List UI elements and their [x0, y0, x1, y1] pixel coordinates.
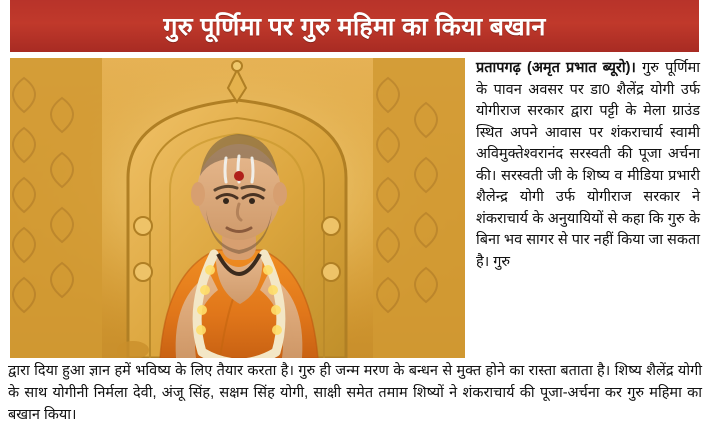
article-body — [0, 52, 709, 442]
article-dateline: प्रतापगढ़ (अमृत प्रभात ब्यूरो)। — [476, 60, 636, 76]
banner-right-margin — [699, 0, 709, 52]
banner-left-margin — [0, 0, 10, 52]
article-right-text: गुरु पूर्णिमा के पावन अवसर पर डा0 शैलेंद्र योगी उर्फ योगीराज सरकार द्वारा पट्टी के मेला ग्राउंड स्थित अपने आवास पर शंकराचार्य स्वामी अविमुक्तेश्वरानंद सरस्वती की पूजा अर्चना की। सरस्वती जी के शिष्य व मीडिया प्रभारी शैलेन्द्र योगी उर्फ योगीराज सरकार ने शंकराचार्य के अनुयायियों से कहा कि गुरु के बिना भव सागर से पार नहीं किया जा सकता है। गुरु — [476, 60, 700, 270]
article-bottom-paragraph: द्वारा दिया हुआ ज्ञान हमें भविष्य के लिए तैयार करता है। गुरु ही जन्म मरण के बन्धन से मुक्त होने का रास्ता बताता है। शिष्य शैलेंद्र योगी के साथ योगीनी निर्मला देवी, अंजू सिंह, सक्षम सिंह योगी, साक्षी समेत तमाम शिष्यों ने शंकराचार्य की पूजा-अर्चना कर गुरु महिमा का बखान किया। — [8, 363, 702, 423]
article-right-column — [476, 58, 700, 358]
headline-text: गुरु पूर्णिमा पर गुरु महिमा का किया बखान — [163, 13, 546, 41]
headline-banner — [0, 0, 709, 52]
seated-saint-photo — [10, 58, 465, 358]
